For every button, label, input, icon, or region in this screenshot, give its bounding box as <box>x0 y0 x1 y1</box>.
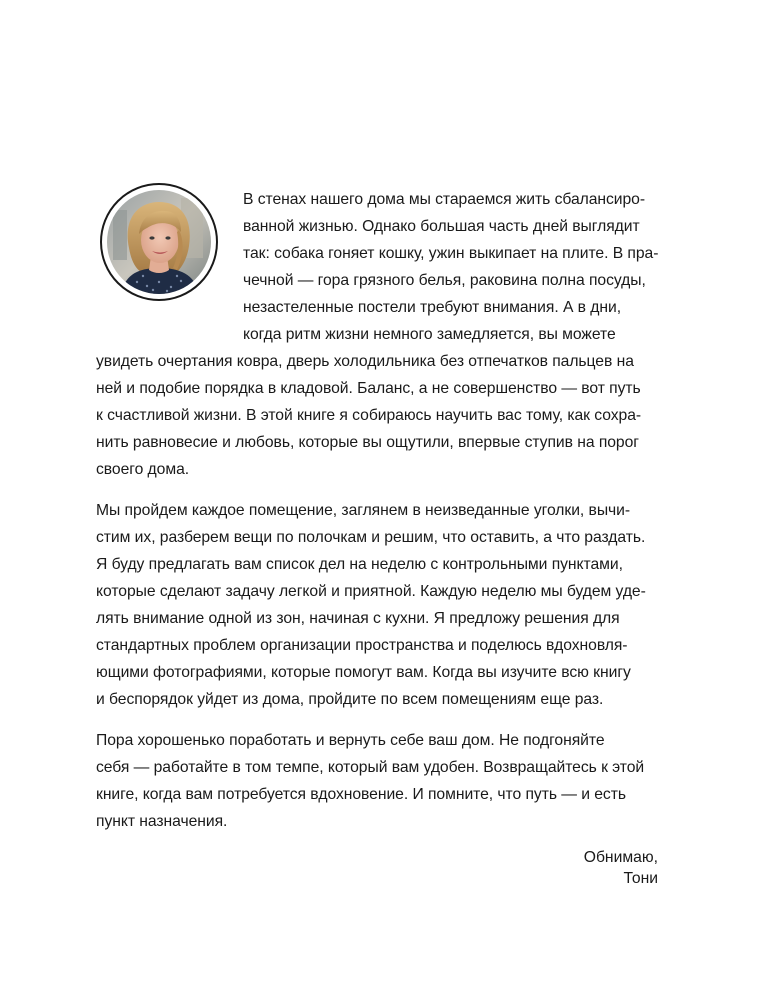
text-line: и беспорядок уйдет из дома, пройдите по всем помещениям еще раз. <box>96 691 604 708</box>
author-photo-image <box>107 190 211 294</box>
signature-name: Тони <box>623 870 658 887</box>
text-line: незастеленные постели требуют внимания. А в дни, <box>243 299 621 316</box>
text-line: ванной жизнью. Однако большая часть дней выглядит <box>243 218 640 235</box>
text-line: нить равновесие и любовь, которые вы ощутили, впервые ступив на порог <box>96 434 639 451</box>
text-line: чечной — гора грязного белья, раковина полна посуды, <box>243 272 646 289</box>
author-portrait <box>100 183 218 301</box>
text-line: Я буду предлагать вам список дел на неделю с контрольными пунктами, <box>96 556 623 573</box>
text-line: книге, когда вам потребуется вдохновение. И помните, что путь — и есть <box>96 786 626 803</box>
text-line: пункт назначения. <box>96 813 228 830</box>
text-line: когда ритм жизни немного замедляется, вы можете <box>243 326 616 343</box>
text-line: увидеть очертания ковра, дверь холодильника без отпечатков пальцев на <box>96 353 634 370</box>
signature-closing: Обнимаю, <box>583 849 658 866</box>
text-line: стим их, разберем вещи по полочкам и решим, что оставить, а что раздать. <box>96 529 646 546</box>
text-line: лять внимание одной из зон, начиная с кухни. Я предложу решения для <box>96 610 620 627</box>
text-line: ющими фотографиями, которые помогут вам. Когда вы изучите всю книгу <box>96 664 631 681</box>
text-line: которые сделают задачу легкой и приятной. Каждую неделю мы будем уде- <box>96 583 646 600</box>
text-line: стандартных проблем организации пространства и поделюсь вдохновля- <box>96 637 628 654</box>
text-line: Мы пройдем каждое помещение, заглянем в неизведанные уголки, вычи- <box>96 502 631 519</box>
text-line: В стенах нашего дома мы стараемся жить сбалансиро- <box>243 191 646 208</box>
text-line: ней и подобие порядка в кладовой. Баланс, а не совершенство — вот путь <box>96 380 641 397</box>
text-line: так: собака гоняет кошку, ужин выкипает на плите. В пра- <box>243 245 659 262</box>
text-line: себя — работайте в том темпе, который вам удобен. Возвращайтесь к этой <box>96 759 645 776</box>
text-line: к счастливой жизни. В этой книге я собираюсь научить вас тому, как сохра- <box>96 407 642 424</box>
text-line: своего дома. <box>96 461 190 478</box>
text-line: Пора хорошенько поработать и вернуть себе ваш дом. Не подгоняйте <box>96 732 605 749</box>
